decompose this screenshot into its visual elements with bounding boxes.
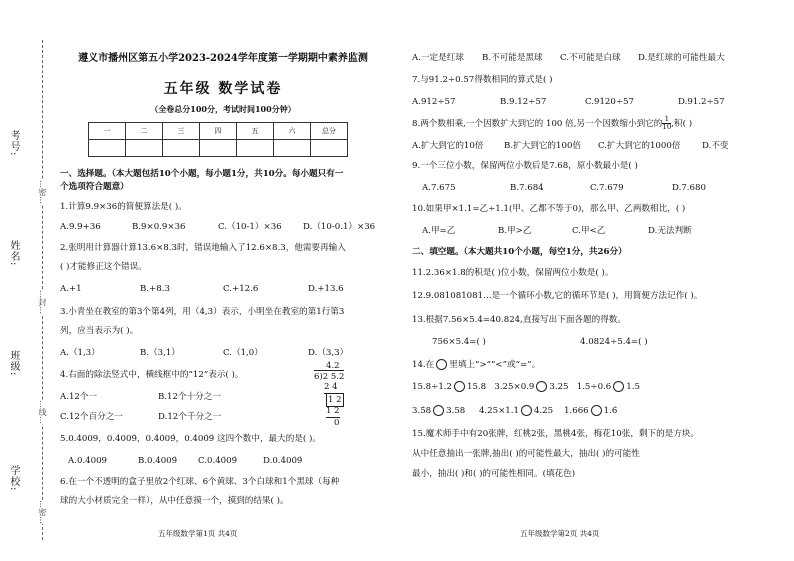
score-cell[interactable] (163, 140, 200, 157)
option-a: A.0.4009 (68, 456, 108, 466)
option-a: A.甲=乙 (422, 226, 456, 236)
option-c: C.+12.6 (223, 284, 259, 294)
option-d: D.（10-0.1）×36 (303, 222, 376, 232)
option-a: A.12个一 (60, 392, 98, 402)
option-d: D.是红球的可能性最大 (638, 53, 725, 63)
score-header: 二 (126, 123, 163, 140)
seal-mark: …密… (38, 180, 47, 204)
compare-left: 3.25×0.9 (494, 382, 535, 392)
q13-item-2: 4.0824÷5.4=( ) (580, 337, 648, 347)
score-header: 五 (237, 123, 274, 140)
division-boxed-12: 1 2 (326, 393, 344, 407)
option-c: C.7.679 (590, 183, 624, 193)
option-b: B.甲>乙 (498, 226, 532, 236)
option-d: D.无法判断 (648, 226, 692, 236)
option-c: C.（10-1）×36 (218, 222, 282, 232)
score-cell[interactable] (311, 140, 348, 157)
question-7: 7.与91.2÷0.57得数相同的算式是( ) (412, 75, 553, 85)
section-one-heading: 一、选择题。（本大题包括10个小题，每小题1分，共10分。每小题只有一 (60, 169, 344, 179)
question-14-text: 14.在 (412, 360, 435, 370)
question-2-cont: ( )才能修正这个错误。 (60, 262, 147, 272)
question-13: 13.根据7.56×5.4=40.824,直接写出下面各题的得数。 (412, 315, 626, 325)
question-8-end: ,积( ) (671, 119, 693, 129)
compare-row-1 (412, 381, 640, 393)
exam-info: （全卷总分100分，考试时间100分钟） (150, 104, 296, 114)
question-2: 2.张明用计算器计算13.6×8.3时，错误地输入了12.6×8.3，他需要再输入 (60, 243, 346, 253)
school-label: 学校: (8, 465, 19, 492)
division-quotient: 4.2 (326, 361, 340, 371)
option-d: D.+13.6 (308, 284, 344, 294)
compare-circle[interactable] (433, 405, 444, 416)
compare-circle[interactable] (613, 381, 624, 392)
compare-left: 4.25×1.1 (478, 406, 519, 416)
question-9: 9.一个三位小数，保留两位小数后是7.68，原小数最小是( ) (412, 161, 638, 171)
option-d: D.7.680 (672, 183, 706, 193)
score-table (88, 122, 348, 157)
division-dividend: 6)2 5.2 (314, 372, 345, 382)
score-cell[interactable] (237, 140, 274, 157)
division-step: 2 4 (324, 381, 338, 394)
option-a: A.一定是红球 (412, 53, 464, 63)
option-b: B.扩大到它的100倍 (504, 141, 582, 151)
option-b: B.+8.3 (140, 284, 170, 294)
question-15-cont: 最小，抽出( )和( )的可能性相同。(填花色) (412, 469, 576, 479)
option-d: D.不变 (702, 141, 729, 151)
question-15: 15.魔术师手中有20张牌，红桃2张，黑桃4张，梅花10张，剩下的是方块。 (412, 429, 700, 439)
option-c: C.（1,0） (223, 348, 263, 358)
question-3: 3.小青坐在教室的第3个第4列，用（4,3）表示，小明坐在教室的第1行第3 (60, 307, 345, 317)
seal-mark: …密… (38, 500, 47, 524)
compare-left: 3.5̇8 (412, 406, 432, 416)
compare-right: 4.25 (533, 406, 554, 416)
score-cell[interactable] (200, 140, 237, 157)
score-header: 总分 (311, 123, 348, 140)
section-two-heading: 二、填空题。（本大题共10个小题，每空1分，共26分） (412, 247, 627, 257)
division-step: 1 2 (326, 405, 340, 418)
option-d: D.91.2÷57 (678, 97, 725, 107)
question-8-text: 8.两个数相乘,一个因数扩大到它的 100 倍,另一个因数缩小到它的 (412, 119, 663, 129)
compare-right: 3.58 (446, 406, 466, 416)
seal-mark: …封… (38, 290, 47, 314)
option-b: B.0.4009̇ (138, 456, 178, 466)
option-c: C.扩大到它的1000倍 (598, 141, 681, 151)
class-label: 班级: (8, 350, 19, 377)
option-a: A.+1 (60, 284, 82, 294)
question-15-cont: 从中任意抽出一张牌,抽出( )的可能性最大，抽出( )的可能性 (412, 449, 640, 459)
option-c: C.0.40̇09̇ (198, 456, 238, 466)
question-8 (412, 116, 692, 131)
exam-number-label: 考号: (8, 130, 19, 157)
page-two (410, 0, 786, 561)
division-remainder: 0 (334, 418, 340, 428)
question-1: 1.计算9.9×36的简便算法是( )。 (60, 202, 187, 212)
seal-mark: …线… (38, 400, 47, 424)
score-header: 一 (89, 123, 126, 140)
score-header: 三 (163, 123, 200, 140)
option-a: A.912÷57 (412, 97, 456, 107)
question-6-cont: 球的大小材质完全一样），从中任意摸一个，摸到的结果( )。 (60, 496, 289, 506)
compare-right: 1.6̇ (603, 406, 618, 416)
question-12: 12.9.081081081…是一个循环小数,它的循环节是( )，用简便方法记作( )。 (412, 291, 703, 301)
compare-right: 3.25 (549, 382, 569, 392)
score-header: 六 (274, 123, 311, 140)
page-footer: 五年级数学第2页 共4页 (520, 529, 600, 538)
fraction-one-tenth (662, 116, 671, 131)
compare-left: 15.8÷1.2 (412, 382, 453, 392)
page-footer: 五年级数学第1页 共4页 (158, 529, 238, 538)
option-d: D.（3,3） (308, 348, 349, 358)
exam-title: 五年级 数学试卷 (163, 81, 283, 97)
school-title: 遵义市播州区第五小学2023-2024学年度第一学期期中素养监测 (78, 53, 368, 64)
fraction-numerator: 1 (662, 116, 671, 124)
option-b: B.12个十分之一 (158, 392, 221, 402)
circle-icon (436, 359, 447, 370)
compare-right: 15.8 (467, 382, 487, 392)
name-label: 姓名: (8, 240, 19, 267)
score-cell[interactable] (126, 140, 163, 157)
question-3-cont: 列，应当表示为( )。 (60, 326, 139, 336)
option-a: A.（1,3） (60, 348, 100, 358)
question-14-text-end: 里填上“>”“<”或“=”。 (449, 360, 541, 370)
option-b: B.9×0.9×36 (132, 222, 186, 232)
option-b: B.9.12÷57 (500, 97, 547, 107)
option-b: B.不可能是黑球 (482, 53, 543, 63)
score-cell[interactable] (89, 140, 126, 157)
compare-right: 1.5 (626, 382, 640, 392)
option-b: B.7.684 (510, 183, 544, 193)
q13-item-1: 756×5.4=( ) (432, 337, 486, 347)
binding-margin (0, 0, 58, 561)
section-one-heading-cont: 个选项符合题意） (60, 182, 129, 192)
option-a: A.9.9+36 (60, 222, 101, 232)
option-c: C.不可能是白球 (560, 53, 621, 63)
compare-row-2 (412, 405, 617, 417)
compare-circle[interactable] (454, 381, 465, 392)
fraction-denominator: 10 (662, 123, 672, 131)
option-d: D.0.4̇00̇9̇ (263, 456, 303, 466)
page-one (58, 0, 388, 561)
score-header: 四 (200, 123, 237, 140)
question-5: 5.0.4009，0.4009̇，0.40̇09̇，0.4̇00̇9̇ 这四个数中，最大的是( )。 (60, 434, 321, 444)
option-c: C.12个百分之一 (60, 412, 123, 422)
option-c: C.9120÷57 (585, 97, 635, 107)
question-14 (412, 359, 540, 371)
question-4: 4.右面的除法竖式中，横线框中的“12”表示( )。 (60, 370, 244, 380)
option-c: C.甲<乙 (572, 226, 606, 236)
long-division (304, 360, 374, 430)
compare-circle[interactable] (591, 405, 602, 416)
option-b: B.（3,1） (140, 348, 180, 358)
question-11: 11.2.36×1.8的积是( )位小数，保留两位小数是( )。 (412, 268, 614, 278)
compare-circle[interactable] (536, 381, 547, 392)
compare-left: 1.5÷0.6 (576, 382, 612, 392)
score-cell[interactable] (274, 140, 311, 157)
option-a: A.扩大到它的10倍 (412, 141, 484, 151)
question-6: 6.在一个不透明的盒子里放2个红球、6个黄球、3个白球和1个黑球（每种 (60, 477, 340, 487)
question-10: 10.如果甲×1.1=乙÷1.1(甲、乙都不等于0)，那么甲、乙两数相比，( ) (412, 204, 686, 214)
option-a: A.7.675 (422, 183, 456, 193)
compare-circle[interactable] (521, 405, 532, 416)
option-d: D.12个千分之一 (158, 412, 222, 422)
compare-left: 1.666 (564, 406, 589, 416)
